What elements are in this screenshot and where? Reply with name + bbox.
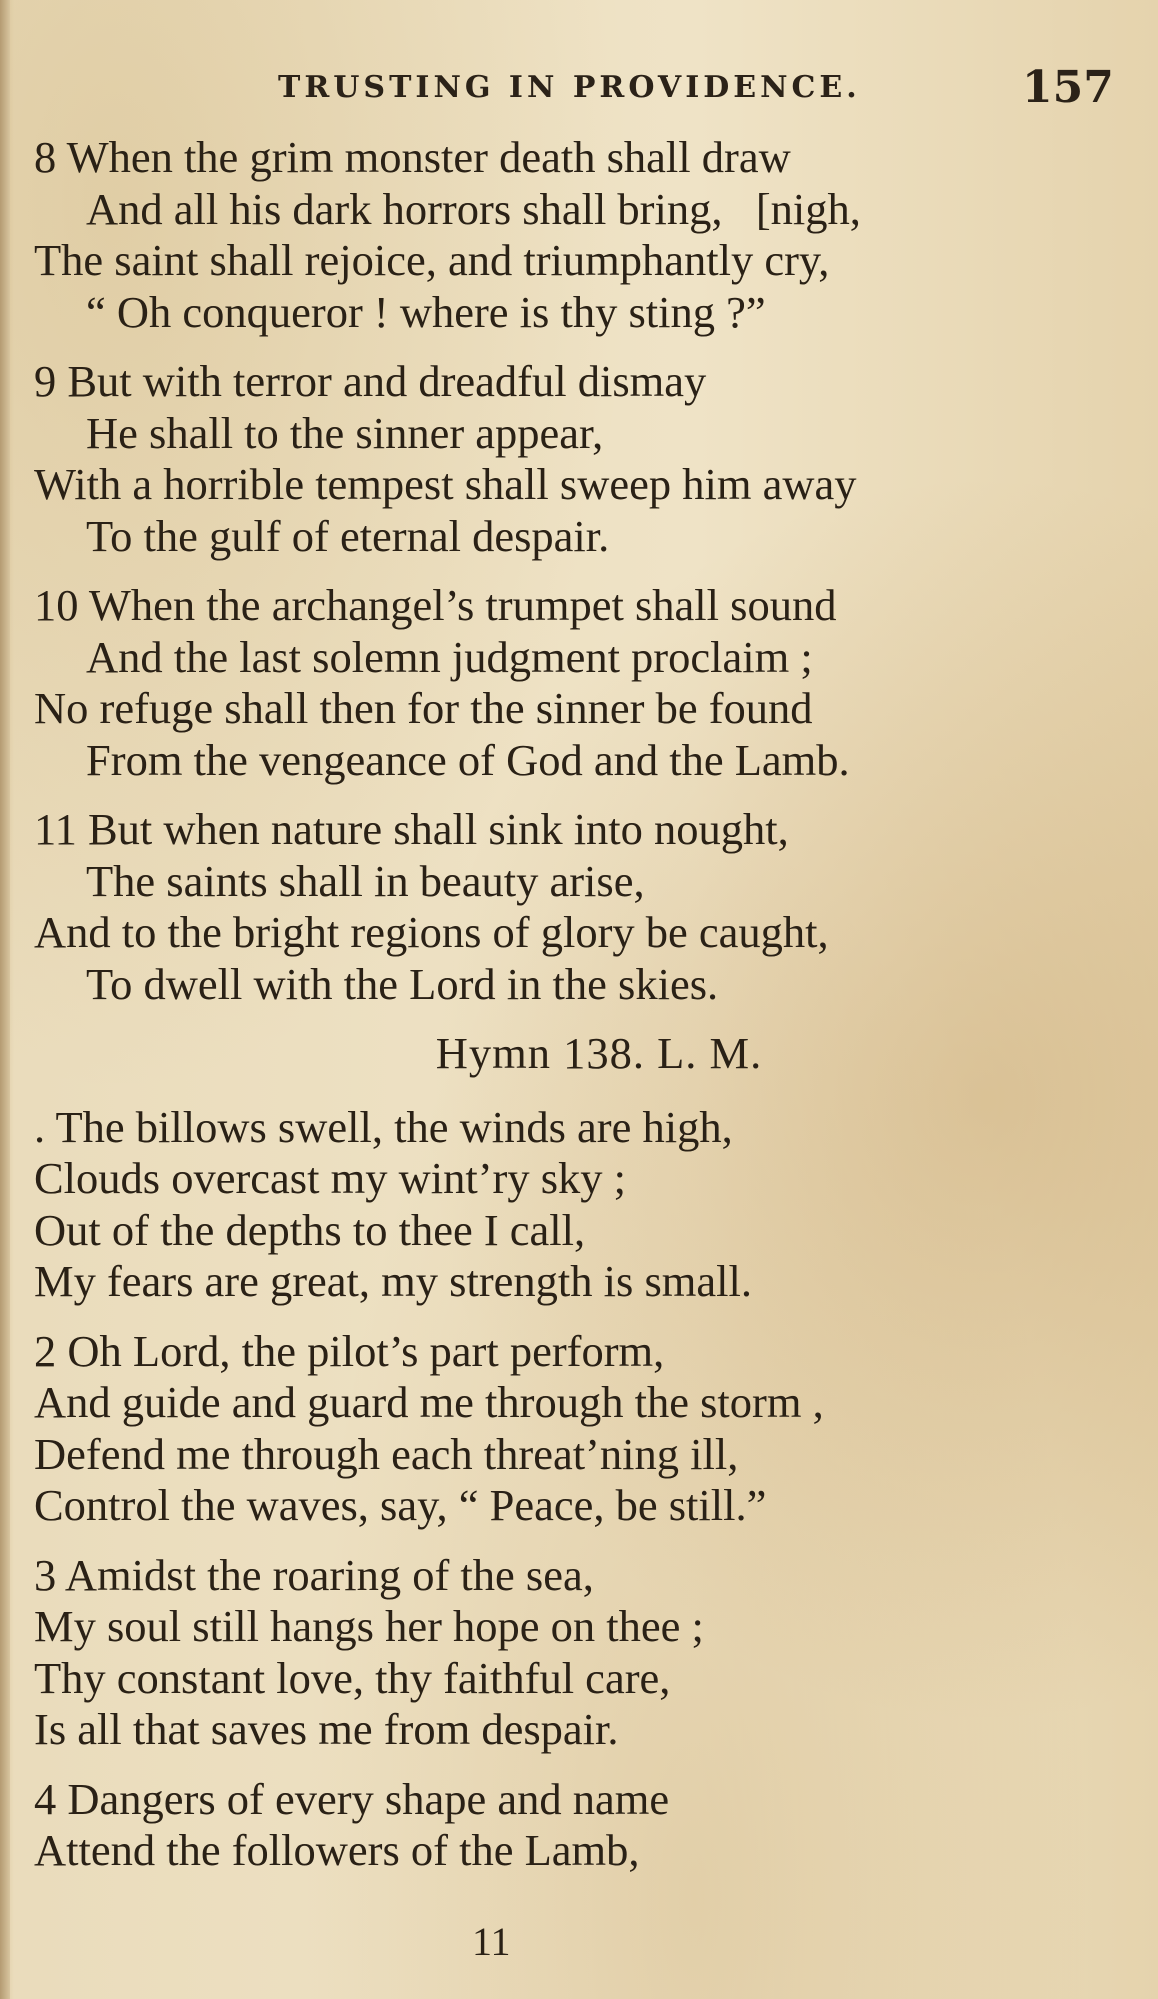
verse-line: Control the waves, say, “ Peace, be still.” <box>34 1480 767 1530</box>
verse-line: To dwell with the Lord in the skies. <box>86 958 719 1009</box>
hymn-138-stanza-4 <box>34 1774 1124 1877</box>
verse-line: And guide and guard me through the storm , <box>34 1377 824 1427</box>
verse-line: 11 But when nature shall sink into nought, <box>34 804 789 854</box>
verse-line: My soul still hangs her hope on thee ; <box>34 1601 704 1651</box>
verse-line: 4 Dangers of every shape and name <box>34 1773 670 1824</box>
verse-line: 10 When the archangel’s trumpet shall sound <box>34 580 837 630</box>
verse-line: . The billows swell, the winds are high, <box>34 1101 733 1152</box>
stanza-9 <box>34 356 1124 562</box>
verse-line: The saint shall rejoice, and triumphantly cry, <box>34 235 830 285</box>
verse-line: To the gulf of eternal despair. <box>86 510 610 561</box>
page-header <box>0 62 1158 122</box>
verse-line: He shall to the sinner appear, <box>86 407 604 458</box>
signature-mark: 11 <box>472 1919 511 1964</box>
stanza-8 <box>34 132 1124 338</box>
verse-line: Is all that saves me from despair. <box>34 1704 619 1754</box>
hymn-138-stanza-3 <box>34 1550 1124 1756</box>
running-title: TRUSTING IN PROVIDENCE. <box>278 70 861 105</box>
verse-line: 8 When the grim monster death shall draw <box>34 132 791 182</box>
hymn-138-stanza-1 <box>34 1102 1124 1308</box>
verse-line: The saints shall in beauty arise, <box>86 855 645 906</box>
page-number: 157 <box>1022 62 1114 113</box>
verse-line: No refuge shall then for the sinner be found <box>34 683 813 733</box>
hymn-title: Hymn 138. L. M. <box>435 1028 763 1078</box>
verse-line: Thy constant love, thy faithful care, <box>34 1652 671 1703</box>
verse-line: Attend the followers of the Lamb, <box>34 1825 640 1875</box>
verse-line: From the vengeance of God and the Lamb. <box>86 734 850 785</box>
verse-line: With a horrible tempest shall sweep him away <box>34 459 857 509</box>
verse-line: And the last solemn judgment proclaim ; <box>86 631 813 682</box>
verse-line: And all his dark horrors shall bring, [nigh, <box>86 183 861 234</box>
hymn-138-stanza-2 <box>34 1326 1124 1532</box>
verse-line: 2 Oh Lord, the pilot’s part perform, <box>34 1325 665 1376</box>
verse-line: Defend me through each threat’ning ill, <box>34 1428 739 1479</box>
page-body <box>34 132 1124 1895</box>
verse-line: Out of the depths to thee I call, <box>34 1204 586 1255</box>
stanza-11 <box>34 804 1124 1010</box>
stanza-10 <box>34 580 1124 786</box>
verse-line: “ Oh conqueror ! where is thy sting ?” <box>86 286 766 337</box>
verse-line: My fears are great, my strength is small. <box>34 1256 752 1306</box>
verse-line: And to the bright regions of glory be caught, <box>34 907 829 957</box>
verse-line: Clouds overcast my wint’ry sky ; <box>34 1153 627 1203</box>
page-gutter-shadow <box>0 0 10 1999</box>
verse-line: 9 But with terror and dreadful dismay <box>34 356 707 406</box>
verse-line: 3 Amidst the roaring of the sea, <box>34 1549 594 1600</box>
